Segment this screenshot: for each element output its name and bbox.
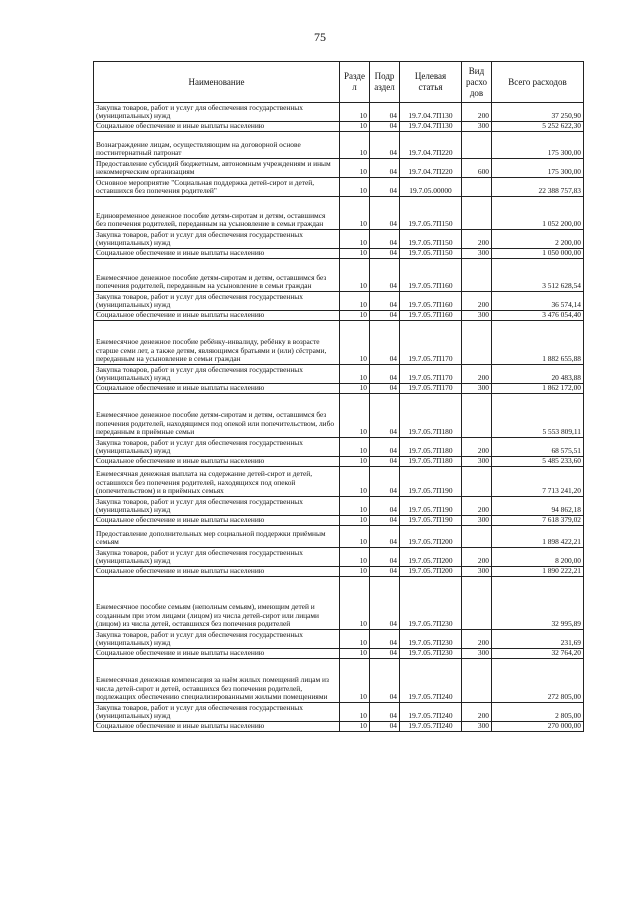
- table-row: [94, 230, 584, 249]
- table-row: [94, 497, 584, 516]
- row-name: Социальное обеспечение и иные выплаты населению: [94, 311, 340, 321]
- row-name: Социальное обеспечение и иные выплаты населению: [94, 649, 340, 659]
- row-section: 10: [340, 526, 370, 548]
- row-subsection: 04: [370, 649, 400, 659]
- row-kind: 200: [462, 365, 492, 384]
- row-target: 19.7.05.7П240: [400, 703, 462, 722]
- row-section: 10: [340, 659, 370, 703]
- row-amount: 22 388 757,83: [492, 178, 584, 197]
- row-kind: 200: [462, 292, 492, 311]
- row-section: 10: [340, 630, 370, 649]
- row-kind: 300: [462, 649, 492, 659]
- row-kind: [462, 197, 492, 230]
- header-section: Разде л: [340, 62, 370, 103]
- header-kind: Вид расхо дов: [462, 62, 492, 103]
- table-row: [94, 311, 584, 321]
- row-section: 10: [340, 722, 370, 732]
- row-kind: 300: [462, 567, 492, 577]
- row-name: Ежемесячное пособие семьям (неполным семьям), имеющим детей и созданным при этом лицами (лицом) из числа детей-сирот или лицами (лицом) из числа детей, оставшихся без попечения родителей: [94, 577, 340, 630]
- row-kind: [462, 321, 492, 365]
- row-amount: 32 995,89: [492, 577, 584, 630]
- row-amount: 68 575,51: [492, 438, 584, 457]
- row-kind: [462, 659, 492, 703]
- table-row: [94, 722, 584, 732]
- row-kind: 300: [462, 249, 492, 259]
- row-kind: [462, 577, 492, 630]
- row-name: Закупка товаров, работ и услуг для обеспечения государственных (муниципальных) нужд: [94, 365, 340, 384]
- row-kind: 200: [462, 438, 492, 457]
- row-subsection: 04: [370, 132, 400, 159]
- row-amount: 3 476 054,40: [492, 311, 584, 321]
- row-target: 19.7.05.7П190: [400, 467, 462, 497]
- row-amount: 1 050 000,00: [492, 249, 584, 259]
- row-section: 10: [340, 292, 370, 311]
- row-kind: 200: [462, 548, 492, 567]
- row-target: 19.7.05.7П230: [400, 649, 462, 659]
- row-target: 19.7.05.7П180: [400, 394, 462, 438]
- row-kind: 300: [462, 311, 492, 321]
- row-section: 10: [340, 230, 370, 249]
- row-section: 10: [340, 497, 370, 516]
- row-subsection: 04: [370, 630, 400, 649]
- row-section: 10: [340, 649, 370, 659]
- row-section: 10: [340, 178, 370, 197]
- table-row: [94, 438, 584, 457]
- row-section: 10: [340, 197, 370, 230]
- row-amount: 94 862,18: [492, 497, 584, 516]
- row-kind: [462, 394, 492, 438]
- row-kind: 200: [462, 703, 492, 722]
- row-target: 19.7.05.7П230: [400, 630, 462, 649]
- row-subsection: 04: [370, 526, 400, 548]
- row-name: Социальное обеспечение и иные выплаты населению: [94, 384, 340, 394]
- row-subsection: 04: [370, 577, 400, 630]
- row-kind: 300: [462, 516, 492, 526]
- row-amount: 32 764,20: [492, 649, 584, 659]
- row-name: Закупка товаров, работ и услуг для обеспечения государственных (муниципальных) нужд: [94, 548, 340, 567]
- row-amount: 7 713 241,20: [492, 467, 584, 497]
- row-amount: 7 618 379,02: [492, 516, 584, 526]
- row-subsection: 04: [370, 230, 400, 249]
- row-subsection: 04: [370, 467, 400, 497]
- row-kind: 200: [462, 103, 492, 122]
- page-number: 75: [314, 30, 326, 44]
- row-name: Социальное обеспечение и иные выплаты населению: [94, 516, 340, 526]
- row-amount: 8 200,00: [492, 548, 584, 567]
- row-section: 10: [340, 365, 370, 384]
- table-row: [94, 197, 584, 230]
- row-subsection: 04: [370, 122, 400, 132]
- row-kind: 300: [462, 457, 492, 467]
- row-kind: 200: [462, 230, 492, 249]
- header-name: Наименование: [94, 62, 340, 103]
- row-section: 10: [340, 567, 370, 577]
- row-kind: [462, 526, 492, 548]
- row-target: 19.7.05.7П230: [400, 577, 462, 630]
- row-target: 19.7.05.7П200: [400, 526, 462, 548]
- row-target: 19.7.04.7П130: [400, 122, 462, 132]
- row-section: 10: [340, 122, 370, 132]
- table-row: [94, 630, 584, 649]
- row-amount: 2 805,00: [492, 703, 584, 722]
- table-row: [94, 292, 584, 311]
- row-amount: 1 882 655,88: [492, 321, 584, 365]
- table-row: [94, 649, 584, 659]
- table-row: [94, 259, 584, 292]
- row-name: Предоставление дополнительных мер социальной поддержки приёмным семьям: [94, 526, 340, 548]
- row-subsection: 04: [370, 703, 400, 722]
- row-amount: 3 512 628,54: [492, 259, 584, 292]
- table-row: [94, 516, 584, 526]
- row-amount: 5 252 622,30: [492, 122, 584, 132]
- row-name: Социальное обеспечение и иные выплаты населению: [94, 722, 340, 732]
- row-kind: [462, 132, 492, 159]
- row-subsection: 04: [370, 259, 400, 292]
- row-target: 19.7.05.7П200: [400, 548, 462, 567]
- table-row: [94, 321, 584, 365]
- row-name: Ежемесячная денежная выплата на содержание детей-сирот и детей, оставшихся без попечения родителей, находящихся под опекой (попечительством) и в приёмных семьях: [94, 467, 340, 497]
- budget-table: [93, 61, 584, 732]
- row-name: Единовременное денежное пособие детям-сиротам и детям, оставшимся без попечения родителей, переданным на усыновление в семьи граждан: [94, 197, 340, 230]
- row-amount: 36 574,14: [492, 292, 584, 311]
- table-row: [94, 703, 584, 722]
- row-section: 10: [340, 577, 370, 630]
- row-section: 10: [340, 394, 370, 438]
- row-subsection: 04: [370, 103, 400, 122]
- row-target: 19.7.05.7П160: [400, 292, 462, 311]
- row-name: Ежемесячное денежное пособие детям-сиротам и детям, оставшимся без попечения родителей, находящимся под опекой или попечительством, либо переданным в приёмные семьи: [94, 394, 340, 438]
- row-amount: 1 890 222,21: [492, 567, 584, 577]
- row-name: Основное мероприятие "Социальная поддержка детей-сирот и детей, оставшихся без попечения родителей": [94, 178, 340, 197]
- table-row: [94, 548, 584, 567]
- header-row: [94, 62, 584, 103]
- table-row: [94, 577, 584, 630]
- row-section: 10: [340, 457, 370, 467]
- table-row: [94, 103, 584, 122]
- row-subsection: 04: [370, 659, 400, 703]
- row-amount: 2 200,00: [492, 230, 584, 249]
- row-subsection: 04: [370, 394, 400, 438]
- row-kind: [462, 178, 492, 197]
- row-target: 19.7.05.7П150: [400, 230, 462, 249]
- row-target: 19.7.05.7П240: [400, 659, 462, 703]
- row-name: Закупка товаров, работ и услуг для обеспечения государственных (муниципальных) нужд: [94, 438, 340, 457]
- row-subsection: 04: [370, 457, 400, 467]
- row-section: 10: [340, 516, 370, 526]
- row-section: 10: [340, 132, 370, 159]
- row-name: Социальное обеспечение и иные выплаты населению: [94, 122, 340, 132]
- row-subsection: 04: [370, 365, 400, 384]
- row-name: Ежемесячная денежная компенсация за наём жилых помещений лицам из числа детей-сирот и детей, оставшихся без попечения родителей, подлежащих обеспечению специализированными жилыми помещениями: [94, 659, 340, 703]
- table-row: [94, 132, 584, 159]
- row-kind: 600: [462, 159, 492, 178]
- row-name: Социальное обеспечение и иные выплаты населению: [94, 567, 340, 577]
- row-kind: 200: [462, 630, 492, 649]
- row-subsection: 04: [370, 321, 400, 365]
- row-name: Закупка товаров, работ и услуг для обеспечения государственных (муниципальных) нужд: [94, 292, 340, 311]
- row-target: 19.7.05.7П200: [400, 567, 462, 577]
- row-target: 19.7.05.7П180: [400, 457, 462, 467]
- row-target: 19.7.05.7П170: [400, 384, 462, 394]
- table-row: [94, 178, 584, 197]
- header-subsection: Подр аздел: [370, 62, 400, 103]
- row-amount: 1 862 172,00: [492, 384, 584, 394]
- table-row: [94, 249, 584, 259]
- row-target: 19.7.05.7П180: [400, 438, 462, 457]
- table-row: [94, 526, 584, 548]
- row-amount: 231,69: [492, 630, 584, 649]
- row-name: Ежемесячное денежное пособие детям-сиротам и детям, оставшимся без попечения родителей, переданным на усыновление в семьи граждан: [94, 259, 340, 292]
- row-section: 10: [340, 548, 370, 567]
- row-section: 10: [340, 159, 370, 178]
- table-row: [94, 659, 584, 703]
- row-subsection: 04: [370, 497, 400, 516]
- table-row: [94, 567, 584, 577]
- row-subsection: 04: [370, 292, 400, 311]
- row-section: 10: [340, 259, 370, 292]
- row-amount: 5 553 809,11: [492, 394, 584, 438]
- row-name: Социальное обеспечение и иные выплаты населению: [94, 457, 340, 467]
- row-name: Закупка товаров, работ и услуг для обеспечения государственных (муниципальных) нужд: [94, 497, 340, 516]
- row-target: 19.7.04.7П220: [400, 132, 462, 159]
- row-target: 19.7.05.7П170: [400, 321, 462, 365]
- row-kind: 300: [462, 384, 492, 394]
- row-target: 19.7.04.7П220: [400, 159, 462, 178]
- row-target: 19.7.05.7П150: [400, 197, 462, 230]
- row-section: 10: [340, 467, 370, 497]
- row-name: Ежемесячное денежное пособие ребёнку-инвалиду, ребёнку в возрасте старше семи лет, а также детям, являющимся братьями и (или) сёстрами, переданным на усыновление в семьи граждан: [94, 321, 340, 365]
- table-row: [94, 467, 584, 497]
- row-name: Вознаграждение лицам, осуществляющим на договорной основе постинтернатный патронат: [94, 132, 340, 159]
- table-row: [94, 122, 584, 132]
- header-target: Целевая статья: [400, 62, 462, 103]
- row-target: 19.7.05.7П190: [400, 497, 462, 516]
- header-total: Всего расходов: [492, 62, 584, 103]
- table-row: [94, 365, 584, 384]
- table-row: [94, 394, 584, 438]
- row-name: Закупка товаров, работ и услуг для обеспечения государственных (муниципальных) нужд: [94, 103, 340, 122]
- row-amount: 20 483,88: [492, 365, 584, 384]
- row-subsection: 04: [370, 311, 400, 321]
- row-target: 19.7.05.7П190: [400, 516, 462, 526]
- row-subsection: 04: [370, 722, 400, 732]
- row-amount: 1 898 422,21: [492, 526, 584, 548]
- row-section: 10: [340, 438, 370, 457]
- row-amount: 37 250,90: [492, 103, 584, 122]
- row-name: Закупка товаров, работ и услуг для обеспечения государственных (муниципальных) нужд: [94, 703, 340, 722]
- row-amount: 175 300,00: [492, 159, 584, 178]
- row-amount: 175 300,00: [492, 132, 584, 159]
- row-subsection: 04: [370, 548, 400, 567]
- table-body: [94, 103, 584, 732]
- row-kind: [462, 259, 492, 292]
- table-row: [94, 384, 584, 394]
- row-kind: 300: [462, 122, 492, 132]
- row-name: Закупка товаров, работ и услуг для обеспечения государственных (муниципальных) нужд: [94, 230, 340, 249]
- row-name: Социальное обеспечение и иные выплаты населению: [94, 249, 340, 259]
- row-subsection: 04: [370, 159, 400, 178]
- row-subsection: 04: [370, 516, 400, 526]
- row-section: 10: [340, 103, 370, 122]
- row-section: 10: [340, 249, 370, 259]
- row-name: Закупка товаров, работ и услуг для обеспечения государственных (муниципальных) нужд: [94, 630, 340, 649]
- row-target: 19.7.05.00000: [400, 178, 462, 197]
- row-target: 19.7.04.7П130: [400, 103, 462, 122]
- row-subsection: 04: [370, 249, 400, 259]
- row-kind: [462, 467, 492, 497]
- row-amount: 272 805,00: [492, 659, 584, 703]
- row-amount: 270 000,00: [492, 722, 584, 732]
- row-target: 19.7.05.7П170: [400, 365, 462, 384]
- row-section: 10: [340, 311, 370, 321]
- row-name: Предоставление субсидий бюджетным, автономным учреждениям и иным некоммерческим организациям: [94, 159, 340, 178]
- row-section: 10: [340, 321, 370, 365]
- table-row: [94, 457, 584, 467]
- row-section: 10: [340, 384, 370, 394]
- row-subsection: 04: [370, 438, 400, 457]
- row-target: 19.7.05.7П160: [400, 311, 462, 321]
- row-target: 19.7.05.7П150: [400, 249, 462, 259]
- row-amount: 1 052 200,00: [492, 197, 584, 230]
- row-subsection: 04: [370, 178, 400, 197]
- row-target: 19.7.05.7П160: [400, 259, 462, 292]
- table-row: [94, 159, 584, 178]
- row-section: 10: [340, 703, 370, 722]
- row-target: 19.7.05.7П240: [400, 722, 462, 732]
- row-kind: 200: [462, 497, 492, 516]
- row-amount: 5 485 233,60: [492, 457, 584, 467]
- row-subsection: 04: [370, 197, 400, 230]
- row-subsection: 04: [370, 567, 400, 577]
- row-subsection: 04: [370, 384, 400, 394]
- row-kind: 300: [462, 722, 492, 732]
